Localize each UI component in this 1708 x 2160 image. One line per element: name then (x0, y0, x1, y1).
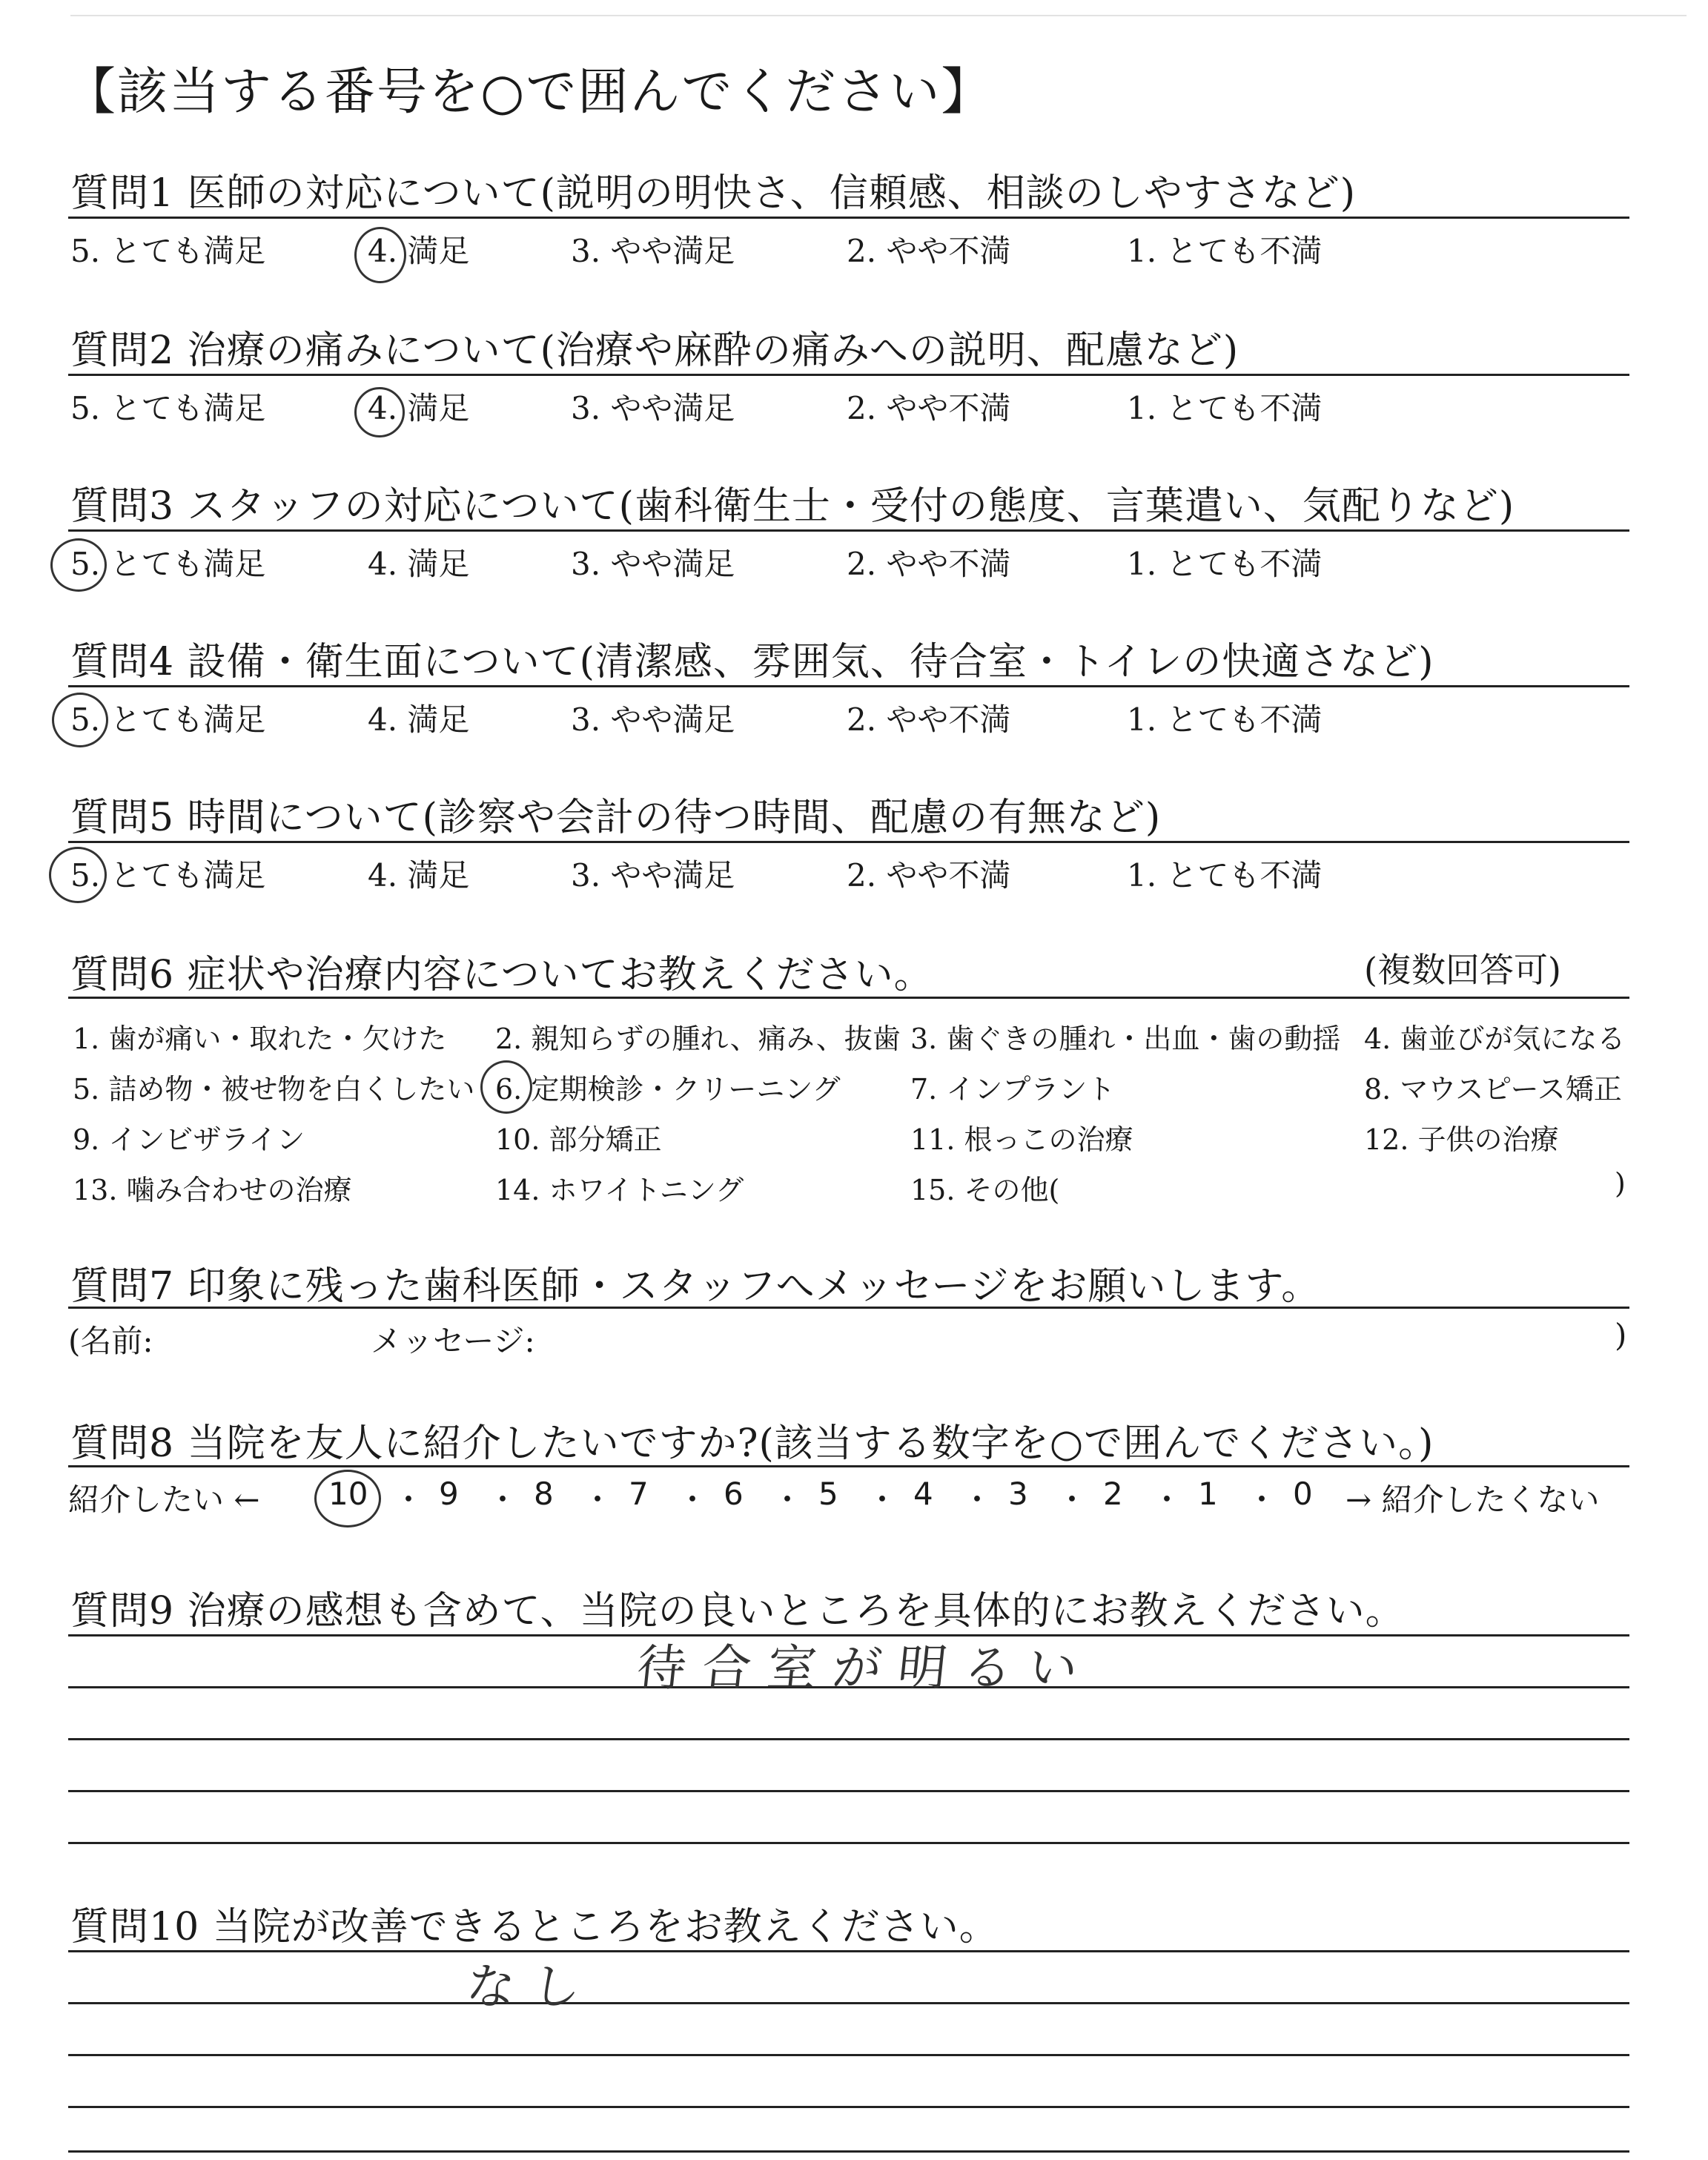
top-divider (70, 15, 1687, 16)
instruction-heading: 【該当する番号を○で囲んでください】 (65, 63, 993, 122)
q6-selection-circle (480, 1060, 532, 1114)
question-6-rule (68, 997, 1629, 999)
q2-option-2[interactable]: 2. やや不満 (847, 390, 1011, 426)
q8-selection-circle (314, 1470, 381, 1527)
q8-dot: ・ (961, 1482, 993, 1518)
q9-line-5 (68, 1842, 1629, 1844)
q8-dot: ・ (772, 1482, 804, 1518)
q10-line-4 (68, 2106, 1629, 2108)
q8-dot: ・ (393, 1482, 425, 1518)
q6-option-1[interactable]: 1. 歯が痛い・取れた・欠けた (73, 1023, 447, 1055)
q10-handwritten-answer[interactable]: なし (463, 1958, 600, 2015)
question-5-rule (68, 841, 1629, 843)
q7-message-label: メッセージ: (371, 1323, 535, 1359)
q8-dot: ・ (1246, 1482, 1278, 1518)
q2-selection-circle (354, 387, 405, 437)
q1-option-4[interactable]: 4. 満足 (368, 233, 470, 269)
q4-option-3[interactable]: 3. やや満足 (571, 701, 735, 738)
q4-option-5[interactable]: 5. とても満足 (70, 701, 266, 738)
q6-option-2[interactable]: 2. 親知らずの腫れ、痛み、抜歯 (495, 1023, 901, 1055)
q5-selection-circle (49, 847, 107, 903)
q2-option-3[interactable]: 3. やや満足 (571, 390, 735, 426)
q10-line-1 (68, 1950, 1629, 1952)
q6-option-7[interactable]: 7. インプラント (910, 1073, 1116, 1106)
q10-line-5 (68, 2150, 1629, 2153)
question-2-rule (68, 374, 1629, 376)
q6-option-4[interactable]: 4. 歯並びが気になる (1364, 1023, 1626, 1055)
q10-line-2 (68, 2002, 1629, 2004)
q1-option-5[interactable]: 5. とても満足 (70, 233, 266, 269)
q8-score-0[interactable]: 0 (1293, 1476, 1313, 1512)
q8-score-7[interactable]: 7 (629, 1476, 649, 1512)
q8-score-8[interactable]: 8 (534, 1476, 554, 1512)
q9-handwritten-answer[interactable]: 待合室が明るい (634, 1639, 1097, 1697)
question-6-title: 質問6 症状や治療内容についてお教えください。 (70, 953, 933, 997)
q4-selection-circle (52, 693, 108, 747)
q3-option-2[interactable]: 2. やや不満 (847, 546, 1011, 582)
q7-name-label: (名前: (68, 1323, 153, 1359)
question-7-rule (68, 1307, 1629, 1309)
q9-line-4 (68, 1790, 1629, 1792)
q6-option-12[interactable]: 12. 子供の治療 (1364, 1123, 1559, 1156)
q8-score-2[interactable]: 2 (1103, 1476, 1123, 1512)
q3-selection-circle (50, 538, 107, 592)
question-3-rule (68, 529, 1629, 532)
q3-option-1[interactable]: 1. とても不満 (1127, 546, 1323, 582)
q1-selection-circle (354, 227, 406, 283)
question-7-title: 質問7 印象に残った歯科医師・スタッフへメッセージをお願いします。 (70, 1264, 1321, 1309)
q8-score-5[interactable]: 5 (818, 1476, 838, 1512)
q8-dot: ・ (582, 1482, 614, 1518)
question-9-title: 質問9 治療の感想も含めて、当院の良いところを具体的にお教えください。 (70, 1589, 1405, 1634)
q9-line-3 (68, 1738, 1629, 1740)
question-1-title: 質問1 医師の対応について(説明の明快さ、信頼感、相談のしやすさなど) (70, 171, 1357, 216)
q8-left-label: 紹介したい ← (68, 1482, 260, 1518)
q6-option-5[interactable]: 5. 詰め物・被せ物を白くしたい (73, 1073, 475, 1106)
q6-option-9[interactable]: 9. インビザライン (73, 1123, 305, 1156)
question-3-title: 質問3 スタッフの対応について(歯科衛生士・受付の態度、言葉遣い、気配りなど) (70, 484, 1515, 529)
q5-option-4[interactable]: 4. 満足 (368, 857, 470, 894)
q8-score-10[interactable]: 10 (328, 1476, 368, 1512)
q8-score-1[interactable]: 1 (1198, 1476, 1218, 1512)
question-8-rule (68, 1465, 1629, 1467)
q8-dot: ・ (677, 1482, 709, 1518)
q8-dot: ・ (1056, 1482, 1088, 1518)
question-5-title: 質問5 時間について(診察や会計の待つ時間、配慮の有無など) (70, 796, 1162, 840)
q1-option-2[interactable]: 2. やや不満 (847, 233, 1011, 269)
q6-option-13[interactable]: 13. 噛み合わせの治療 (73, 1174, 352, 1206)
question-8-title: 質問8 当院を友人に紹介したいですか?(該当する数字を○で囲んでください。) (70, 1421, 1434, 1466)
q6-option-14[interactable]: 14. ホワイトニング (495, 1174, 744, 1206)
question-2-title: 質問2 治療の痛みについて(治療や麻酔の痛みへの説明、配慮など) (70, 328, 1239, 373)
q1-option-3[interactable]: 3. やや満足 (571, 233, 735, 269)
q3-option-5[interactable]: 5. とても満足 (70, 546, 266, 582)
q8-dot: ・ (1151, 1482, 1183, 1518)
q8-score-6[interactable]: 6 (724, 1476, 744, 1512)
q5-option-5[interactable]: 5. とても満足 (70, 857, 266, 894)
q7-close-paren: ) (1615, 1317, 1627, 1353)
q2-option-1[interactable]: 1. とても不満 (1127, 390, 1323, 426)
q10-line-3 (68, 2054, 1629, 2056)
q6-multiple-note: (複数回答可) (1364, 950, 1561, 990)
question-4-rule (68, 685, 1629, 687)
q5-option-3[interactable]: 3. やや満足 (571, 857, 735, 894)
q3-option-4[interactable]: 4. 満足 (368, 546, 470, 582)
q8-dot: ・ (487, 1482, 519, 1518)
q8-score-4[interactable]: 4 (913, 1476, 933, 1512)
q4-option-1[interactable]: 1. とても不満 (1127, 701, 1323, 738)
q6-option-15[interactable]: 15. その他( (910, 1174, 1060, 1206)
question-4-title: 質問4 設備・衛生面について(清潔感、雰囲気、待合室・トイレの快適さなど) (70, 640, 1434, 684)
q5-option-2[interactable]: 2. やや不満 (847, 857, 1011, 894)
q6-option-6[interactable]: 6. 定期検診・クリーニング (495, 1073, 841, 1106)
q5-option-1[interactable]: 1. とても不満 (1127, 857, 1323, 894)
q6-option-10[interactable]: 10. 部分矯正 (495, 1123, 662, 1156)
q8-score-3[interactable]: 3 (1008, 1476, 1028, 1512)
q8-dot: ・ (867, 1482, 898, 1518)
q8-score-9[interactable]: 9 (439, 1476, 459, 1512)
q6-option-8[interactable]: 8. マウスピース矯正 (1364, 1073, 1622, 1106)
question-10-title: 質問10 当院が改善できるところをお教えください。 (70, 1905, 999, 1949)
q6-other-close-paren: ) (1615, 1167, 1626, 1200)
question-1-rule (68, 217, 1629, 219)
q2-option-4[interactable]: 4. 満足 (368, 390, 470, 426)
q6-option-11[interactable]: 11. 根っこの治療 (910, 1123, 1133, 1156)
q1-option-1[interactable]: 1. とても不満 (1127, 233, 1323, 269)
q3-option-3[interactable]: 3. やや満足 (571, 546, 735, 582)
q4-option-4[interactable]: 4. 満足 (368, 701, 470, 738)
q8-right-label: → 紹介したくない (1345, 1482, 1600, 1518)
q2-option-5[interactable]: 5. とても満足 (70, 390, 266, 426)
q4-option-2[interactable]: 2. やや不満 (847, 701, 1011, 738)
q6-option-3[interactable]: 3. 歯ぐきの腫れ・出血・歯の動揺 (910, 1023, 1341, 1055)
